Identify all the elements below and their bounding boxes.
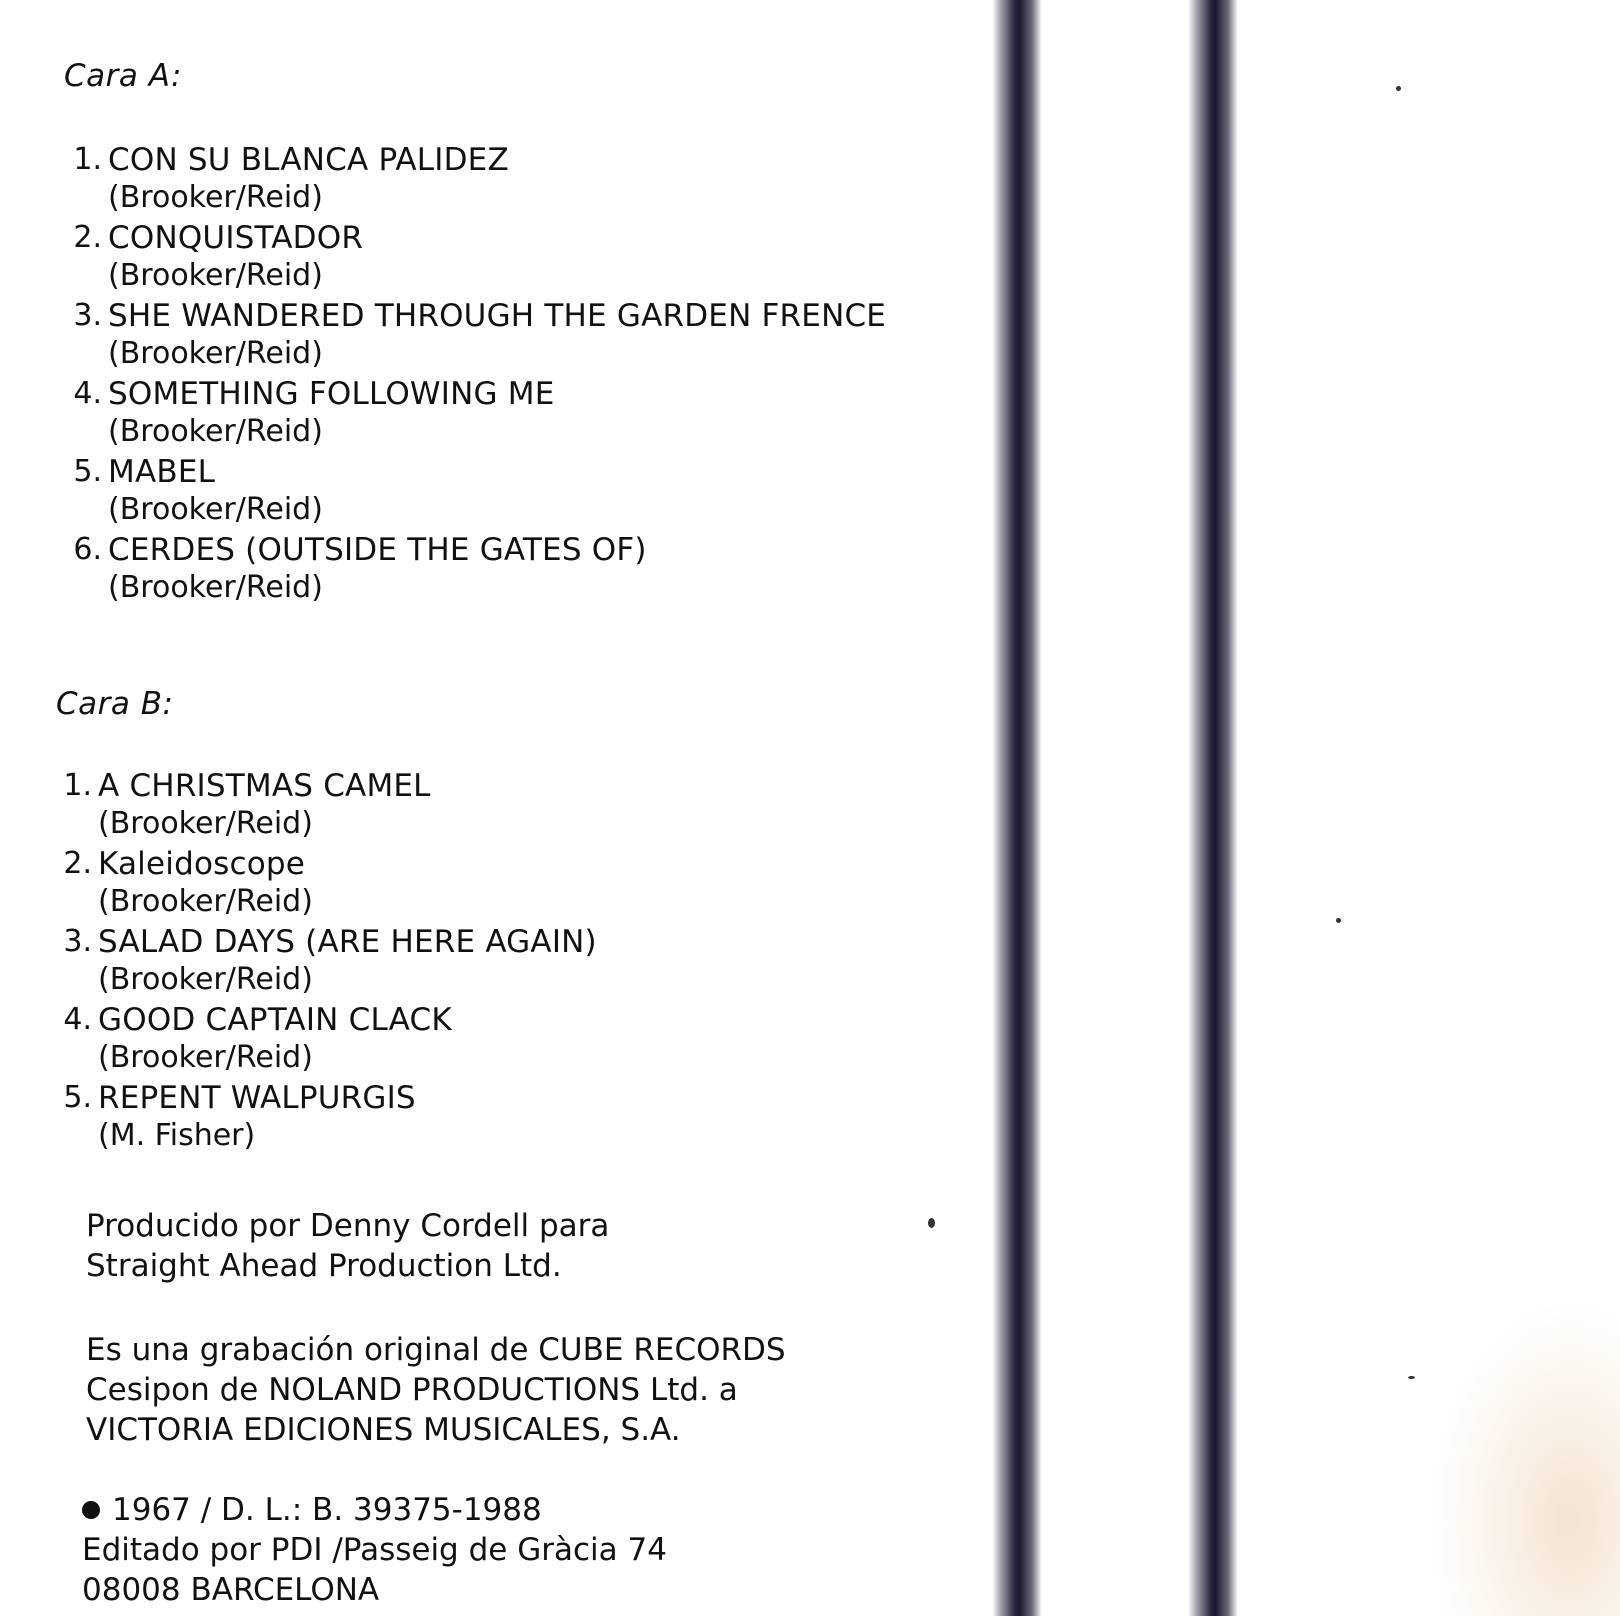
- track-title: CON SU BLANCA PALIDEZ: [108, 142, 509, 178]
- track-number: 5.: [73, 454, 102, 489]
- track-credit: (Brooker/Reid): [98, 1040, 313, 1075]
- legal-info: [82, 1490, 667, 1610]
- track-number: 2.: [73, 220, 102, 255]
- rights-line: VICTORIA EDICIONES MUSICALES, S.A.: [86, 1412, 681, 1448]
- rights-notice: [86, 1330, 786, 1450]
- legal-deposit-text: 1967 / D. L.: B. 39375-1988: [112, 1492, 542, 1528]
- track-credit: (Brooker/Reid): [108, 258, 323, 293]
- fold-crease: [992, 0, 1042, 1616]
- track-credit: (Brooker/Reid): [98, 884, 313, 919]
- producer-line: Producido por Denny Cordell para: [86, 1208, 610, 1244]
- track-title: CERDES (OUTSIDE THE GATES OF): [108, 532, 647, 568]
- fold-crease: [1188, 0, 1238, 1616]
- track-title: Kaleidoscope: [98, 846, 306, 882]
- track-title: SOMETHING FOLLOWING ME: [108, 376, 555, 412]
- track-title: SHE WANDERED THROUGH THE GARDEN FRENCE: [108, 298, 887, 334]
- rights-line: Es una grabación original de CUBE RECORDS: [86, 1332, 786, 1368]
- track-credit: (Brooker/Reid): [108, 414, 323, 449]
- track-number: 6.: [73, 532, 102, 567]
- track-number: 1.: [63, 768, 92, 803]
- track-title: MABEL: [108, 454, 216, 490]
- track-credit: (Brooker/Reid): [98, 806, 313, 841]
- track-title: CONQUISTADOR: [108, 220, 364, 256]
- track-title: SALAD DAYS (ARE HERE AGAIN): [98, 924, 597, 960]
- track-number: 4.: [73, 376, 102, 411]
- track-number: 2.: [63, 846, 92, 881]
- side-b-heading: Cara B:: [56, 686, 174, 722]
- track-credit: (Brooker/Reid): [108, 570, 323, 605]
- track-number: 5.: [63, 1080, 92, 1115]
- track-number: 3.: [63, 924, 92, 959]
- track-credit: (Brooker/Reid): [98, 962, 313, 997]
- track-title: A CHRISTMAS CAMEL: [98, 768, 431, 804]
- producer-credit: [86, 1206, 609, 1286]
- paper-speck: [1396, 86, 1401, 91]
- track-title: GOOD CAPTAIN CLACK: [98, 1002, 452, 1038]
- bullet-icon: [82, 1501, 100, 1519]
- track-credit: (Brooker/Reid): [108, 180, 323, 215]
- rights-line: Cesipon de NOLAND PRODUCTIONS Ltd. a: [86, 1372, 738, 1408]
- track-credit: (Brooker/Reid): [108, 492, 323, 527]
- paper-speck: [928, 1218, 935, 1228]
- paper-speck: [1336, 918, 1341, 923]
- track-credit: (M. Fisher): [98, 1118, 256, 1153]
- track-title: REPENT WALPURGIS: [98, 1080, 416, 1116]
- legal-line: [82, 1490, 667, 1530]
- side-a-heading: Cara A:: [64, 58, 182, 94]
- producer-line: Straight Ahead Production Ltd.: [86, 1248, 562, 1284]
- paper-stain: [1430, 1300, 1620, 1616]
- track-number: 4.: [63, 1002, 92, 1037]
- paper-speck: [1408, 1376, 1415, 1379]
- track-number: 3.: [73, 298, 102, 333]
- track-credit: (Brooker/Reid): [108, 336, 323, 371]
- track-number: 1.: [73, 142, 102, 177]
- legal-line: 08008 BARCELONA: [82, 1572, 380, 1608]
- legal-line: Editado por PDI /Passeig de Gràcia 74: [82, 1532, 667, 1568]
